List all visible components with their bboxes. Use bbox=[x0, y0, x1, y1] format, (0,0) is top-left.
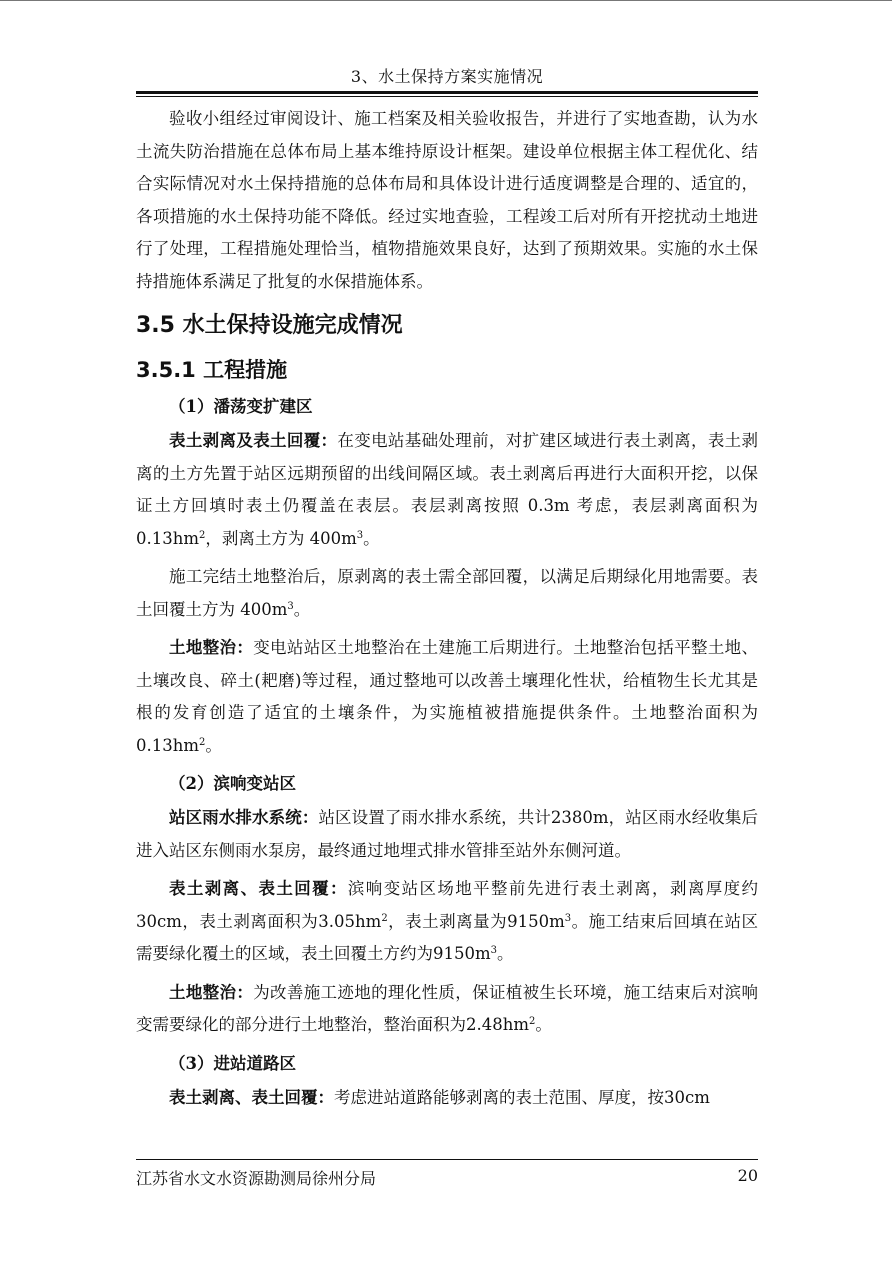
paragraph-area2-topsoil bbox=[136, 873, 758, 971]
paragraph-area2-land-rehab bbox=[136, 977, 758, 1042]
paragraph-text: 变电站站区土地整治在土建施工后期进行。土地整治包括平整土地、土壤改良、碎土(耙磨)等过程，通过整地可以改善土壤理化性状，给植物生长尤其是根的发育创造了适宜的土壤条件，为实施植被措施提供条件。土地整治面积为0.13hm bbox=[136, 638, 759, 755]
paragraph-text: 。施工结束后回填在站区需要绿化覆土的区域，表土回覆土方约为9150m bbox=[136, 911, 759, 963]
superscript: 2 bbox=[529, 1016, 536, 1027]
term-label: 站区雨水排水系统： bbox=[169, 808, 319, 827]
section-heading-3-5-1: 3.5.1 工程措施 bbox=[136, 358, 288, 382]
term-label: 表土剥离、表土回覆： bbox=[169, 879, 348, 898]
term-label: 土地整治： bbox=[169, 982, 254, 1002]
paragraph-text: 考虑进站道路能够剥离的表土范围、厚度，按30cm bbox=[334, 1087, 710, 1107]
footer-rule bbox=[136, 1159, 758, 1160]
header-rule-thick bbox=[136, 91, 758, 94]
paragraph-area1-backfill bbox=[136, 561, 758, 626]
header-rule-thin bbox=[136, 96, 758, 97]
running-header: 3、水土保持方案实施情况 bbox=[350, 67, 544, 86]
superscript: 2 bbox=[199, 736, 206, 748]
superscript: 3 bbox=[490, 945, 498, 956]
paragraph-text: 。 bbox=[293, 599, 311, 619]
page-body bbox=[136, 103, 758, 1114]
term-label: 土地整治： bbox=[169, 638, 254, 657]
subsection-heading-area2: （2）滨响变站区 bbox=[169, 774, 296, 793]
superscript: 3 bbox=[287, 600, 294, 612]
footer-organization: 江苏省水文水资源勘测局徐州分局 bbox=[136, 1169, 377, 1188]
paragraph-area3-topsoil bbox=[136, 1082, 758, 1115]
superscript: 2 bbox=[381, 912, 388, 924]
paragraph-area2-drainage bbox=[136, 802, 758, 867]
paragraph-text: ，表土剥离量为9150m bbox=[387, 911, 565, 931]
page-top-border bbox=[0, 0, 892, 1]
paragraph-text: 。 bbox=[363, 528, 380, 548]
term-label: 表土剥离及表土回覆： bbox=[169, 431, 338, 450]
paragraph-text: 站区设置了雨水排水系统，共计2380m，站区雨水经收集后进入站区东侧雨水泵房，最终通过地埋式排水管排至站外东侧河道。 bbox=[136, 808, 759, 860]
superscript: 2 bbox=[199, 529, 206, 541]
subsection-heading-area3: （3）进站道路区 bbox=[169, 1053, 296, 1073]
paragraph-text: 施工完结土地整治后，原剥离的表土需全部回覆，以满足后期绿化用地需要。表土回覆土方为 400m bbox=[136, 567, 758, 619]
paragraph-text: 为改善施工迹地的理化性质，保证植被生长环境，施工结束后对滨响变需要绿化的部分进行土地整治，整治面积为2.48hm bbox=[136, 982, 759, 1034]
paragraph-text: 在变电站基础处理前，对扩建区域进行表土剥离，表土剥离的土方先置于站区远期预留的出线间隔区域。表土剥离后再进行大面积开挖，以保证土方回填时表土仍覆盖在表层。表层剥离按照 0.3m 考虑，表层剥离面积为 0.13hm bbox=[136, 431, 759, 548]
paragraph-text: 。 bbox=[497, 944, 514, 963]
term-label: 表土剥离、表土回覆： bbox=[169, 1087, 334, 1107]
paragraph-text: 。 bbox=[535, 1015, 552, 1034]
paragraph-area1-topsoil bbox=[136, 425, 758, 555]
section-heading-3-5: 3.5 水土保持设施完成情况 bbox=[136, 313, 403, 338]
paragraph-area1-land-rehab bbox=[136, 632, 758, 762]
paragraph-text: 滨响变站区场地平整前先进行表土剥离，剥离厚度约30cm，表土剥离面积为3.05hm bbox=[136, 879, 758, 931]
page-number: 20 bbox=[737, 1166, 758, 1185]
paragraph-text: 。 bbox=[205, 735, 222, 755]
subsection-heading-area1: （1）潘荡变扩建区 bbox=[169, 397, 313, 416]
intro-paragraph: 验收小组经过审阅设计、施工档案及相关验收报告，并进行了实地查勘，认为水土流失防治措施在总体布局上基本维持原设计框架。建设单位根据主体工程优化、结合实际情况对水土保持措施的总体布局和具体设计进行适度调整是合理的、适宜的，各项措施的水土保持功能不降低。经过实地查验，工程竣工后对所有开挖扰动土地进行了处理，工程措施处理恰当，植物措施效果良好，达到了预期效果。实施的水土保持措施体系满足了批复的水保措施体系。 bbox=[136, 109, 758, 291]
superscript: 3 bbox=[564, 912, 572, 924]
superscript: 3 bbox=[356, 529, 364, 541]
paragraph-text: ，剥离土方为 400m bbox=[205, 528, 357, 548]
